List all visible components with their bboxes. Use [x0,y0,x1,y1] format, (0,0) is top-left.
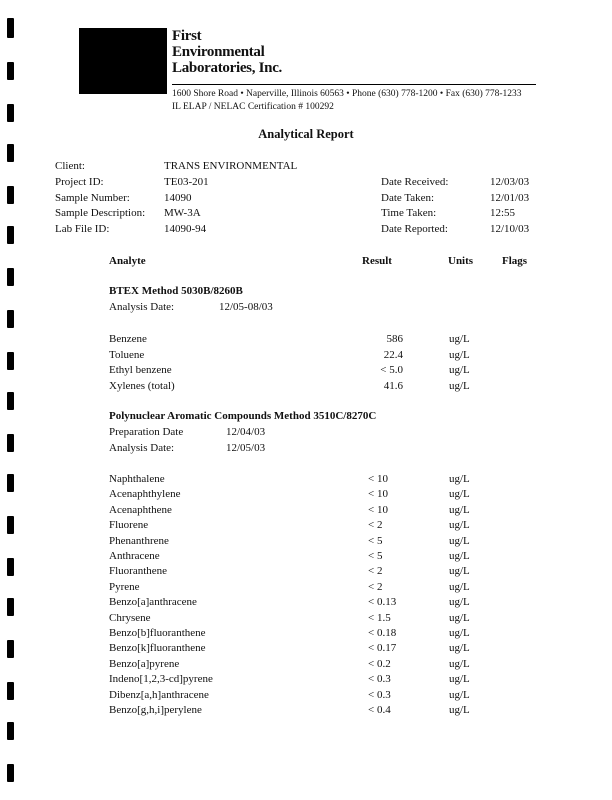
result-cell: < 10 [368,473,388,485]
punch-hole [7,352,14,370]
result-cell: < 5 [368,534,383,547]
analyte-cell: Toluene [109,348,145,361]
result-cell: < 0.3 [368,688,391,701]
punch-hole [7,62,14,80]
company-address: 1600 Shore Road • Naperville, Illinois 60563 • Phone (630) 778-1200 • Fax (630) 778-1233 [172,89,522,99]
punch-hole [7,310,14,328]
company-name-line: Laboratories, Inc. [172,60,283,76]
result-cell: 22.4 [383,348,403,361]
analyte-cell: Benzo[k]fluoranthene [109,642,206,655]
analyte-cell: Chrysene [109,611,151,624]
company-contact [172,88,522,114]
result-cell: 586 [386,333,403,345]
punch-hole [7,392,14,410]
analyte-cell: Acenaphthylene [109,488,181,501]
units-cell: ug/L [449,503,470,516]
units-cell: ug/L [449,642,470,655]
result-cell: < 0.2 [368,657,391,670]
punch-hole [7,226,14,244]
units-cell: ug/L [449,364,470,376]
punch-hole [7,104,14,122]
units-cell: ug/L [449,580,470,593]
result-cell: < 2 [368,565,383,578]
analyte-cell: Pyrene [109,580,140,593]
units-cell: ug/L [449,627,470,639]
date-reported-value: 12/10/03 [490,223,530,235]
analyte-cell: Benzene [109,333,147,345]
analyte-column-header: Analyte [109,255,146,267]
punch-hole [7,474,14,492]
flags-column-header: Flags [502,255,528,267]
analyte-cell: Acenaphthene [109,503,172,516]
punch-hole [7,18,14,38]
result-cell: < 5.0 [380,364,403,376]
result-cell: < 1.5 [368,611,391,624]
btex-section-title: BTEX Method 5030B/8260B [109,285,243,297]
punch-hole [7,764,14,782]
result-cell: < 0.3 [368,673,391,686]
lab-file-id-label: Lab File ID: [55,223,110,235]
pah-analysis-date-value: 12/05/03 [226,442,266,454]
analyte-cell: Fluorene [109,519,149,532]
project-id-label: Project ID: [55,176,104,188]
result-cell: 41.6 [383,379,403,392]
btex-analysis-date-label: Analysis Date: [109,301,175,313]
punch-hole [7,186,14,204]
pah-section-title: Polynuclear Aromatic Compounds Method 3510C/8270C [109,410,377,422]
time-taken-value: 12:55 [490,207,516,219]
units-cell: ug/L [449,673,470,686]
punch-hole [7,144,14,162]
result-cell: < 0.4 [368,704,391,716]
result-column-header: Result [362,255,392,267]
analyte-cell: Ethyl benzene [109,364,172,376]
sample-number-value: 14090 [164,192,192,204]
result-cell: < 0.17 [368,642,397,655]
analyte-cell: Benzo[b]fluoranthene [109,627,206,639]
client-value: TRANS ENVIRONMENTAL [164,160,298,172]
result-cell: < 5 [368,550,383,562]
units-cell: ug/L [449,611,470,624]
pah-prep-date-label: Preparation Date [109,426,184,438]
time-taken-label: Time Taken: [381,207,437,219]
result-cell: < 2 [368,580,383,593]
client-label: Client: [55,160,85,172]
analyte-cell: Phenanthrene [109,534,169,547]
analyte-cell: Indeno[1,2,3-cd]pyrene [109,673,213,686]
date-taken-value: 12/01/03 [490,192,530,204]
pah-prep-date-value: 12/04/03 [226,426,266,438]
analyte-cell: Naphthalene [109,473,165,485]
result-cell: < 10 [368,503,388,516]
result-cell: < 10 [368,488,388,501]
company-name-line: Environmental [172,44,265,60]
result-cell: < 0.13 [368,596,397,609]
pah-analysis-date-label: Analysis Date: [109,442,175,454]
company-name-line: First [172,28,202,44]
units-cell: ug/L [449,534,470,547]
punch-hole [7,640,14,658]
units-cell: ug/L [449,519,470,532]
units-cell: ug/L [449,657,470,670]
punch-hole [7,434,14,452]
project-id-value: TE03-201 [164,176,209,188]
units-cell: ug/L [449,688,470,701]
result-cell: < 2 [368,519,383,532]
sample-description-value: MW-3A [164,207,201,219]
units-cell: ug/L [449,333,470,345]
units-cell: ug/L [449,565,470,578]
result-cell: < 0.18 [368,627,397,639]
analyte-cell: Benzo[a]anthracene [109,596,197,609]
units-cell: ug/L [449,348,470,361]
analyte-cell: Benzo[g,h,i]perylene [109,704,202,716]
units-cell: ug/L [449,550,470,562]
units-cell: ug/L [449,596,470,609]
analyte-cell: Dibenz[a,h]anthracene [109,688,209,701]
punch-hole [7,598,14,616]
punch-hole [7,722,14,740]
units-cell: ug/L [449,488,470,501]
company-name [172,28,282,76]
analyte-cell: Fluoranthene [109,565,168,578]
letterhead-divider [172,84,536,85]
btex-analysis-date-value: 12/05-08/03 [219,301,273,313]
date-received-label: Date Received: [381,176,449,188]
analyte-cell: Xylenes (total) [109,379,175,392]
lab-file-id-value: 14090-94 [164,223,207,235]
analyte-cell: Benzo[a]pyrene [109,657,180,670]
punch-hole [7,682,14,700]
units-cell: ug/L [449,473,470,485]
analyte-cell: Anthracene [109,550,160,562]
units-cell: ug/L [449,379,470,392]
punch-hole [7,268,14,286]
company-certification: IL ELAP / NELAC Certification # 100292 [172,102,334,112]
date-reported-label: Date Reported: [381,223,448,235]
report-title: Analytical Report [258,127,354,141]
punch-hole [7,516,14,534]
sample-number-label: Sample Number: [55,192,130,204]
units-column-header: Units [448,255,474,267]
punch-hole [7,558,14,576]
sample-description-label: Sample Description: [55,207,146,219]
date-received-value: 12/03/03 [490,176,530,188]
company-logo [79,28,167,94]
units-cell: ug/L [449,704,470,716]
date-taken-label: Date Taken: [381,192,435,204]
